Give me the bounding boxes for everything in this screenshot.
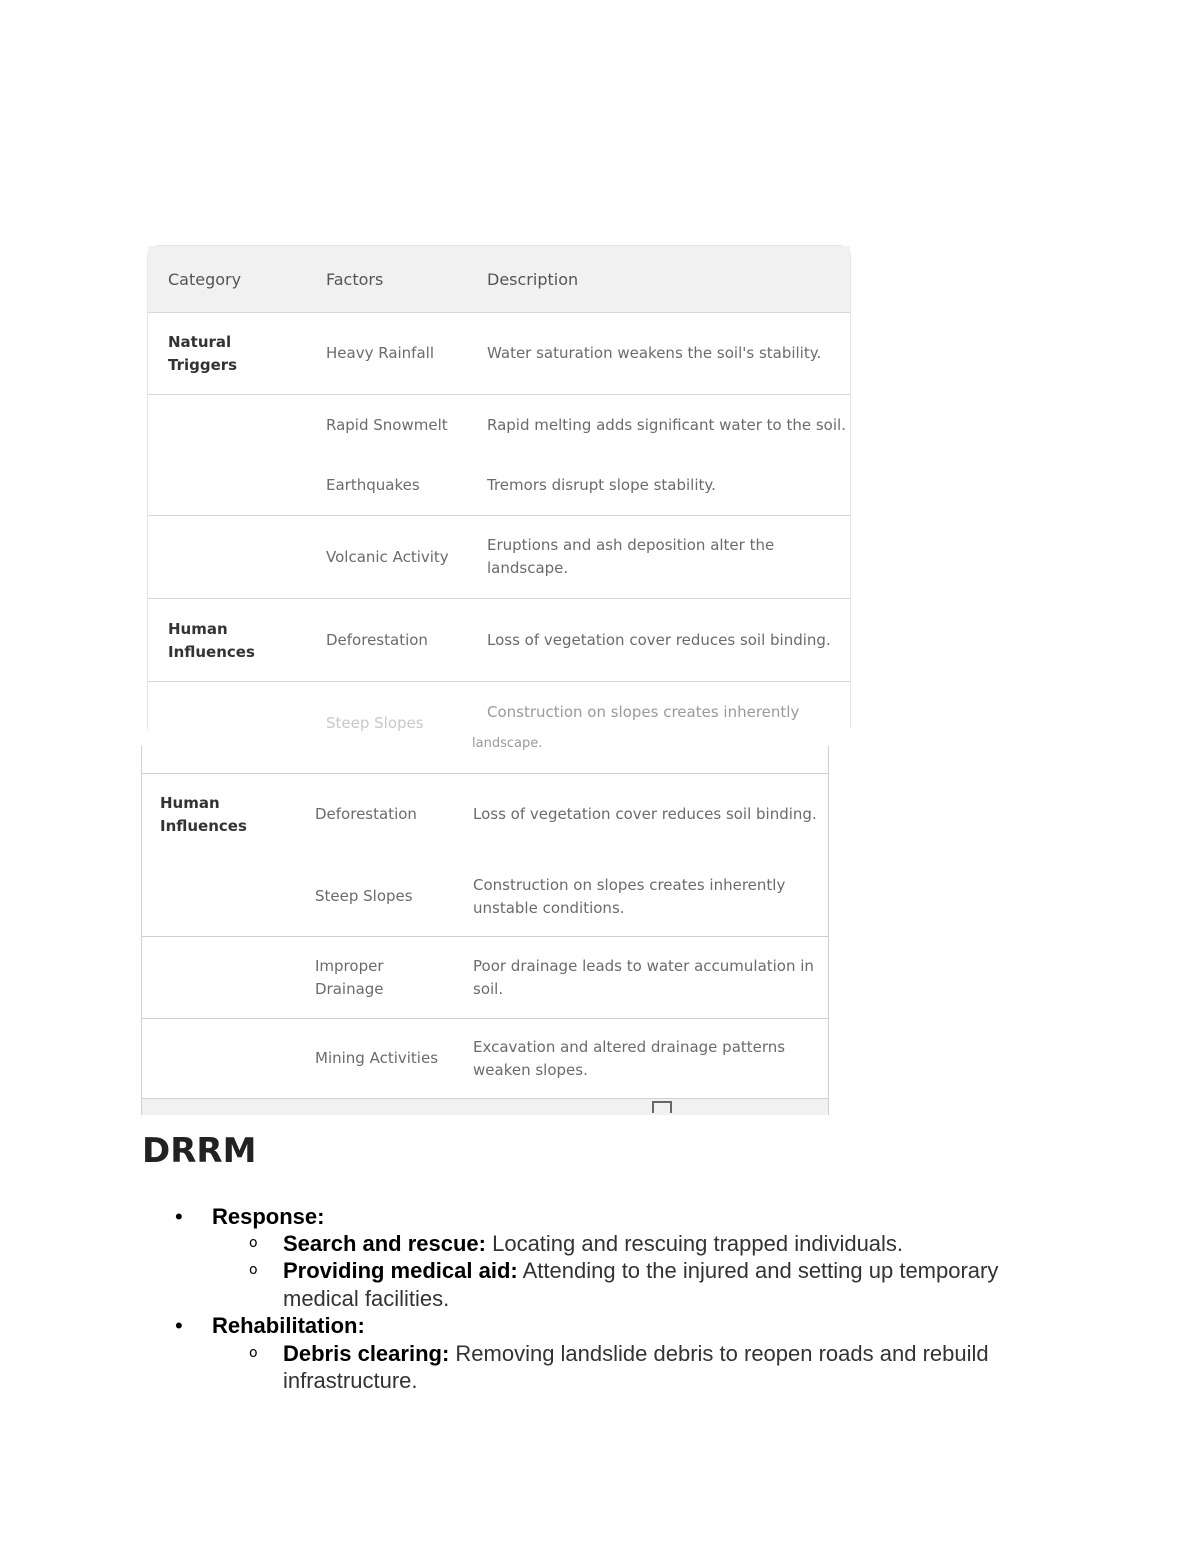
header-category: Category bbox=[168, 270, 242, 289]
row-divider bbox=[148, 681, 850, 682]
table-cell-category: Human Influences bbox=[168, 620, 255, 661]
header-description: Description bbox=[487, 270, 579, 289]
table-cell-factor: Steep Slopes bbox=[315, 887, 413, 905]
table-screenshot-1 bbox=[147, 245, 851, 732]
table-header bbox=[148, 246, 850, 313]
list-item-response bbox=[212, 1203, 324, 1230]
list-description: Removing landslide debris to reopen roads and rebuild bbox=[449, 1341, 989, 1366]
bullet-marker: • bbox=[175, 1313, 183, 1338]
table-cell-description: Rapid melting adds significant water to the soil. bbox=[487, 416, 846, 434]
list-item-debris-clearing bbox=[283, 1340, 989, 1367]
bullet-marker: • bbox=[175, 1204, 183, 1229]
subbullet-marker: o bbox=[249, 1235, 258, 1251]
row-divider bbox=[148, 598, 850, 599]
table-cell-factor: Improper Drainage bbox=[315, 957, 384, 998]
row-divider bbox=[148, 394, 850, 395]
list-label: Rehabilitation: bbox=[212, 1313, 365, 1338]
list-description-cont: infrastructure. bbox=[283, 1368, 418, 1393]
table-cell-factor: Steep Slopes bbox=[326, 714, 424, 732]
list-label: Search and rescue: bbox=[283, 1231, 486, 1256]
header-factors: Factors bbox=[326, 270, 384, 289]
table-cell-factor: Mining Activities bbox=[315, 1049, 439, 1067]
row-divider bbox=[142, 936, 828, 937]
list-label: Providing medical aid: bbox=[283, 1258, 518, 1283]
table-cell-factor: Volcanic Activity bbox=[326, 548, 449, 566]
table-cell-description: Eruptions and ash deposition alter the landscape. bbox=[487, 536, 775, 577]
table-cell-category: Natural Triggers bbox=[168, 333, 238, 374]
subbullet-marker: o bbox=[249, 1262, 258, 1278]
table-cell-description: Excavation and altered drainage patterns weaken slopes. bbox=[473, 1038, 786, 1079]
table-footer-bar bbox=[142, 1098, 828, 1115]
list-description: Locating and rescuing trapped individuals. bbox=[485, 1231, 904, 1256]
subbullet-marker: o bbox=[249, 1345, 258, 1361]
row-divider bbox=[142, 773, 828, 774]
table-cell-description: Construction on slopes creates inherently bbox=[487, 703, 800, 721]
table-cell-description: Loss of vegetation cover reduces soil binding. bbox=[487, 631, 831, 649]
list-item-medical-aid bbox=[283, 1257, 998, 1284]
list-item-rehabilitation bbox=[212, 1312, 365, 1339]
table-icon bbox=[652, 1101, 672, 1113]
table-cell-factor: Rapid Snowmelt bbox=[326, 416, 448, 434]
table-cell-description: Water saturation weakens the soil's stability. bbox=[487, 344, 822, 362]
table-cell-description: Tremors disrupt slope stability. bbox=[487, 476, 716, 494]
row-divider bbox=[148, 515, 850, 516]
list-item-search-rescue bbox=[283, 1230, 903, 1257]
list-label: Debris clearing: bbox=[283, 1341, 450, 1366]
table-cell-description: Construction on slopes creates inherently unstable conditions. bbox=[473, 876, 786, 917]
row-divider bbox=[142, 1018, 828, 1019]
table-cell-category: Human Influences bbox=[160, 794, 247, 835]
table-cell-factor: Deforestation bbox=[326, 631, 428, 649]
section-heading: DRRM bbox=[142, 1131, 257, 1171]
table-cell-description: Poor drainage leads to water accumulation in soil. bbox=[473, 957, 814, 998]
table-cell-factor: Deforestation bbox=[315, 805, 417, 823]
table-screenshot-2 bbox=[141, 736, 829, 1115]
list-description: Attending to the injured and setting up temporary bbox=[517, 1258, 999, 1283]
table-cell-factor: Heavy Rainfall bbox=[326, 344, 434, 362]
cut-text: landscape. bbox=[472, 736, 543, 751]
table-cell-description: Loss of vegetation cover reduces soil binding. bbox=[473, 805, 817, 823]
list-description-cont: medical facilities. bbox=[283, 1286, 450, 1311]
list-label: Response: bbox=[212, 1204, 325, 1229]
table-cell-factor: Earthquakes bbox=[326, 476, 420, 494]
